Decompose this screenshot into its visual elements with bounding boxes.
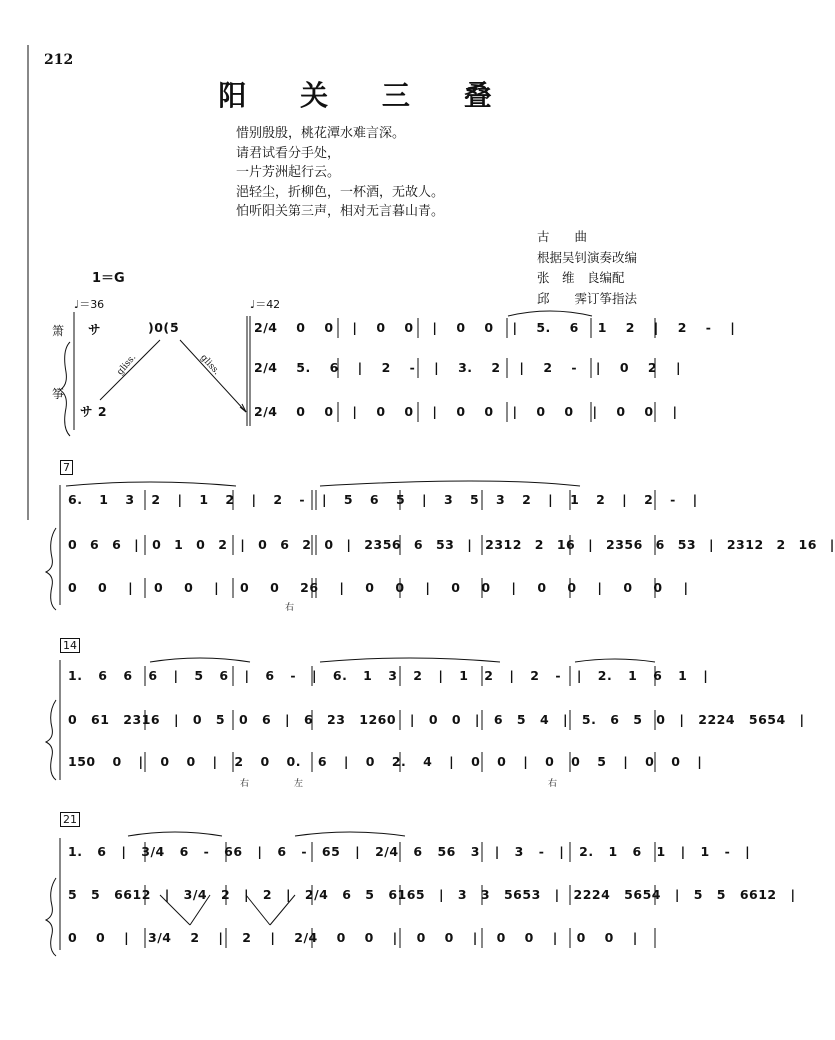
tempo-marking: ♩＝42 — [250, 298, 281, 311]
xiao-intro-note: 5̇ — [170, 320, 180, 335]
zheng-left-line-2: 0 0 | 0 0 | 0 0 26 | 0 0 | 0 0 | 0 0 | 0 0 | — [68, 580, 689, 595]
page-title: 阳 关 三 叠 — [218, 79, 514, 112]
zheng-right-line-4: 5 5 6612 | 3/4 2 | 2 | 2/4 6 5 6165 | 3 3 5653 | 2224 5654 | 5 5 6612 | — [68, 887, 796, 902]
gliss-label: gliss. — [198, 352, 222, 378]
credit-line: 邱 霁订筝指法 — [537, 290, 638, 306]
hand-annotation: 右 — [548, 779, 558, 789]
poem-line: 浥轻尘，折柳色，一杯酒，无故人。 — [236, 184, 445, 200]
key-signature: 1＝G — [92, 271, 125, 286]
poem-line: 请君试看分手处， — [236, 145, 341, 161]
instrument-label-zheng: 筝 — [52, 387, 65, 401]
gliss-label: gliss. — [115, 352, 139, 378]
measure-number: 21 — [60, 812, 80, 827]
credit-line: 根据吴钊演奏改编 — [537, 249, 638, 265]
zheng-right-line-3: 0 61 2316 | 0 5 0 6 | 6 23 1260 | 0 0 | 6 5 4 | 5. 6 5 0 | 2224 5654 | — [68, 712, 805, 727]
xiao-line-4: 1. 6 | 3/4 6 - 66 | 6 - 65 | 2/4 6 56 3 | 3 - | 2. 1 6 1 | 1 - | — [68, 844, 751, 859]
zheng-left-line-1: 2/4 0 0 | 0 0 | 0 0 | 0 0 | 0 0 | — [254, 404, 678, 419]
xiao-line-2: 6. 1 3 2 | 1 2 | 2 - | 5 6 5 | 3 5 3 2 | 1 2 | 2 - | — [68, 492, 698, 507]
measure-number: 14 — [60, 638, 80, 653]
xiao-intro-rest: )0( — [148, 320, 170, 335]
instrument-label-xiao: 箫 — [52, 324, 65, 338]
hand-annotation: 右 — [285, 603, 295, 613]
credit-line: 张 维 良编配 — [537, 270, 625, 285]
poem-line: 一片芳洲起行云。 — [236, 165, 341, 180]
measure-number: 7 — [60, 460, 73, 475]
poem-line: 惜别殷殷，桃花潭水难言深。 — [236, 126, 406, 141]
poem-line: 怕听阳关第三声，相对无言暮山青。 — [236, 204, 445, 219]
xiao-line-3: 1. 6 6 6 | 5 6 | 6 - | 6. 1 3 2 | 1 2 | 2 - | 2. 1 6 1 | — [68, 668, 709, 683]
hand-annotation: 右 — [240, 779, 250, 789]
zheng-intro: サ 2 — [80, 404, 108, 419]
zheng-right-line-1: 2/4 5. 6 | 2 - | 3. 2 | 2 - | 0 2 | — [254, 360, 682, 375]
zheng-right-line-2: 0 6 6 | 0 1 0 2 | 0 6 2 0 | 2356 6 53 | 2312 2 16 | 2356 6 53 | 2312 2 16 | — [68, 537, 835, 552]
xiao-intro-mark: サ — [88, 322, 102, 337]
xiao-line-1: 2/4 0 0 | 0 0 | 0 0 | 5. 6 1 2 | 2 - | — [254, 320, 736, 335]
tempo-marking: ♩＝36 — [74, 298, 105, 311]
brace — [60, 342, 70, 436]
credit-line: 古 曲 — [537, 229, 588, 244]
hand-annotation: 左 — [294, 779, 304, 789]
zheng-left-line-4: 0 0 | 3/4 2 | 2 | 2/4 0 0 | 0 0 | 0 0 | 0 0 | — [68, 930, 638, 945]
zheng-left-line-3: 150 0 | 0 0 | 2 0 0. 6 | 0 2. 4 | 0 0 | 0 0 5 | 0 0 | — [68, 754, 703, 769]
page-number: 212 — [44, 52, 74, 68]
